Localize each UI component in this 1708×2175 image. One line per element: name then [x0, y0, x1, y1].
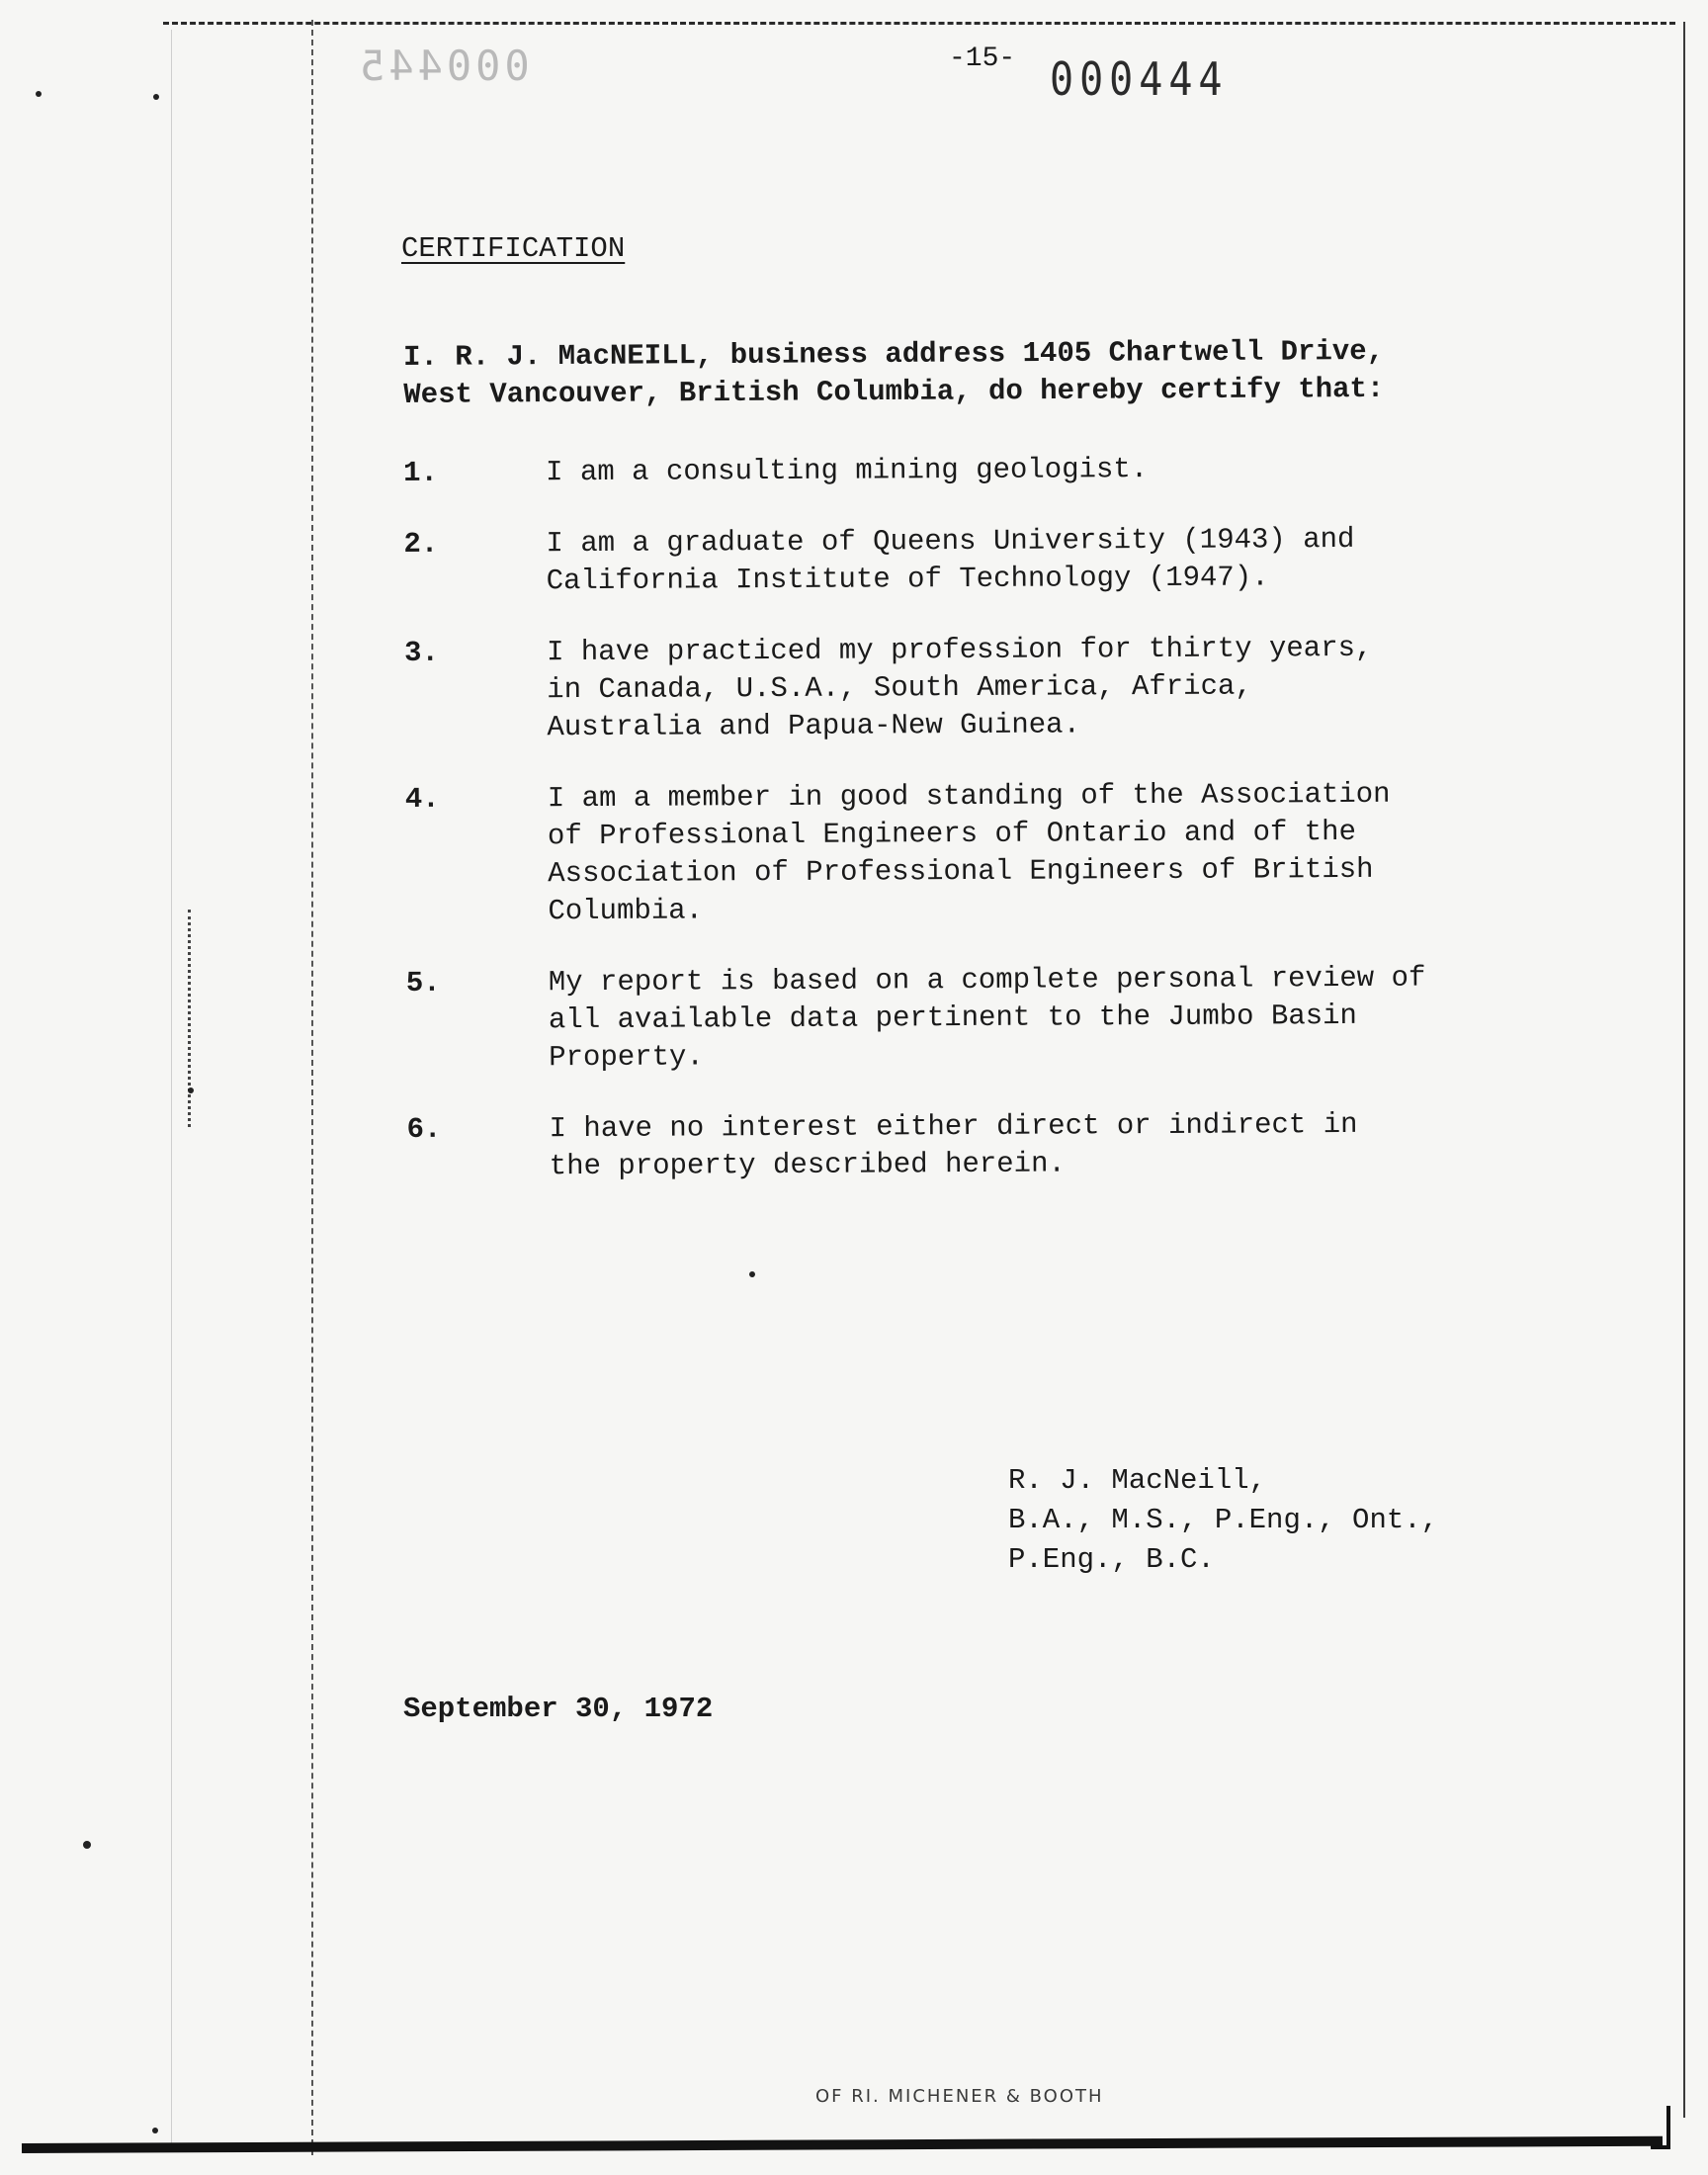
item-number: 6.	[406, 1112, 442, 1146]
item-text: I have no interest either direct or indirect in the property described herein.	[549, 1107, 1358, 1183]
scan-top-rule	[163, 22, 1675, 25]
document-stamp-number: 000444	[1050, 53, 1229, 107]
scan-speck	[36, 91, 42, 97]
page-title: CERTIFICATION	[401, 232, 626, 265]
item-text: I am a consulting mining geologist.	[546, 453, 1149, 489]
item-text: I am a member in good standing of the Association of Professional Engineers of Ontario and of the Association of Professional Engineers of British Columbia.	[547, 777, 1391, 928]
scan-right-edge	[1683, 22, 1685, 2118]
scan-left-rule	[171, 30, 172, 2145]
scan-speck	[83, 1841, 91, 1849]
item-number: 3.	[403, 636, 439, 669]
list-item	[404, 629, 1591, 747]
item-text: I am a graduate of Queens University (1943) and California Institute of Technology (1947).	[546, 522, 1355, 598]
scan-bottom-band	[22, 2136, 1663, 2153]
list-item	[406, 959, 1593, 1078]
list-item	[406, 1105, 1592, 1186]
intro-line: West Vancouver, British Columbia, do hereby certify that:	[403, 372, 1385, 411]
intro-paragraph	[403, 332, 1570, 414]
item-number: 1.	[403, 456, 438, 489]
list-item	[403, 520, 1589, 601]
footer-imprint: OF RI. MICHENER & BOOTH	[815, 2086, 1104, 2107]
signature-block: R. J. MacNeill, B.A., M.S., P.Eng., Ont., P.Eng., B.C.	[1008, 1464, 1439, 1576]
item-number: 4.	[404, 782, 440, 816]
item-number: 5.	[405, 966, 441, 1000]
item-text: I have practiced my profession for thirty years, in Canada, U.S.A., South America, Africa, Australia and Papua-New Guinea.	[546, 631, 1373, 744]
item-text: My report is based on a complete personal review of all available data pertinent to the Jumbo Basin Property.	[548, 961, 1426, 1075]
scan-corner-mark	[1651, 2106, 1670, 2149]
scan-margin-dots	[188, 910, 191, 1127]
scan-speck	[188, 1088, 194, 1093]
bleed-through-stamp: 000445	[356, 42, 530, 90]
list-item	[403, 449, 1589, 492]
intro-line: I. R. J. MacNEILL, business address 1405 Chartwell Drive,	[403, 334, 1385, 374]
item-number: 2.	[403, 527, 439, 561]
document-date: September 30, 1972	[403, 1693, 714, 1725]
page-number: -15-	[949, 44, 1016, 74]
scan-speck	[152, 2128, 158, 2133]
scan-speck	[153, 94, 159, 100]
scan-speck	[749, 1271, 755, 1277]
scan-binding-rule	[311, 20, 313, 2155]
list-item	[405, 775, 1592, 931]
certification-list	[403, 449, 1593, 1220]
